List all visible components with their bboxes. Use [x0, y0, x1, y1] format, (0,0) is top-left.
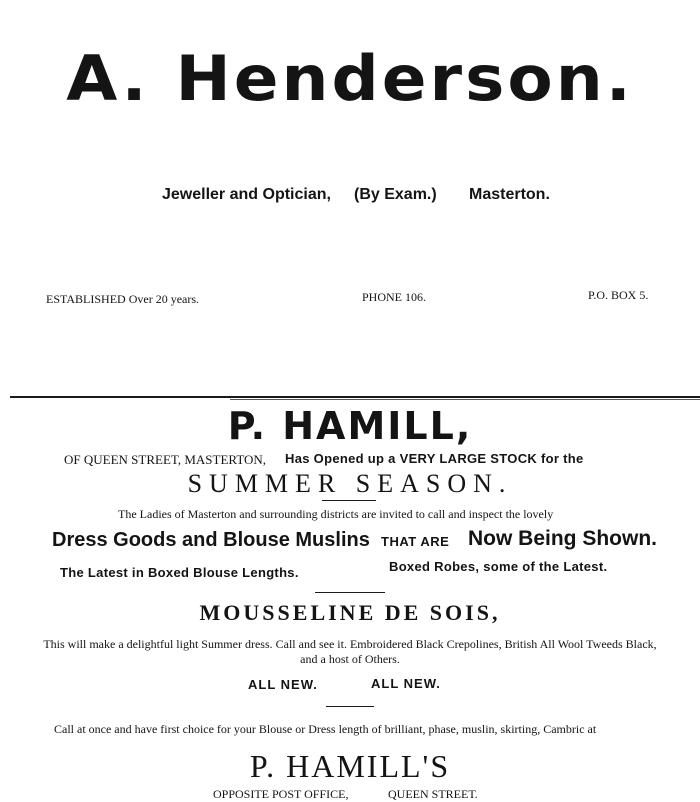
season-heading: SUMMER SEASON.: [187, 469, 513, 498]
now-shown-heading: Now Being Shown.: [468, 527, 657, 550]
all-new-text-2: ALL NEW.: [371, 676, 441, 691]
dress-goods-heading: Dress Goods and Blouse Muslins: [52, 529, 370, 551]
phone-text: PHONE 106.: [362, 290, 427, 304]
latest-boxed-text: The Latest in Boxed Blouse Lengths.: [60, 565, 299, 580]
ad-divider-faint: [230, 399, 700, 400]
section-divider-1: [315, 592, 385, 593]
announcement-text: Has Opened up a VERY LARGE STOCK for the: [285, 451, 584, 466]
host-text: and a host of Others.: [300, 652, 400, 666]
opposite-post-office-text: OPPOSITE POST OFFICE,: [213, 787, 349, 801]
call-text: Call at once and have first choice for your Blouse or Dress length of brilliant, phase, muslin, skirting, Cambric at: [54, 722, 597, 736]
address-text: OF QUEEN STREET, MASTERTON,: [64, 452, 267, 467]
qualification-text: (By Exam.): [354, 186, 437, 203]
season-underline: [322, 500, 376, 501]
invitation-text: The Ladies of Masterton and surrounding districts are invited to call and inspect the lovely: [118, 507, 554, 521]
ad-divider: [10, 396, 700, 398]
po-box-text: P.O. BOX 5.: [588, 288, 649, 302]
henderson-title: A. Henderson.: [66, 41, 634, 116]
town-text: Masterton.: [469, 186, 550, 203]
section-divider-2: [326, 706, 374, 707]
hamill-footer-name: P. HAMILL'S: [249, 748, 451, 784]
all-new-text-1: ALL NEW.: [248, 677, 318, 692]
hamill-title: P. HAMILL,: [227, 404, 473, 448]
trade-text: Jeweller and Optician,: [162, 186, 331, 203]
established-text: ESTABLISHED Over 20 years.: [46, 292, 200, 306]
street-text: QUEEN STREET.: [388, 787, 478, 801]
that-are-text: THAT ARE: [381, 534, 450, 549]
description-text: This will make a delightful light Summer dress. Call and see it. Embroidered Black Crepolines, British All Wool Tweeds Black,: [43, 637, 657, 651]
boxed-robes-text: Boxed Robes, some of the Latest.: [389, 559, 608, 574]
mousseline-heading: MOUSSELINE DE SOIS,: [199, 600, 501, 625]
